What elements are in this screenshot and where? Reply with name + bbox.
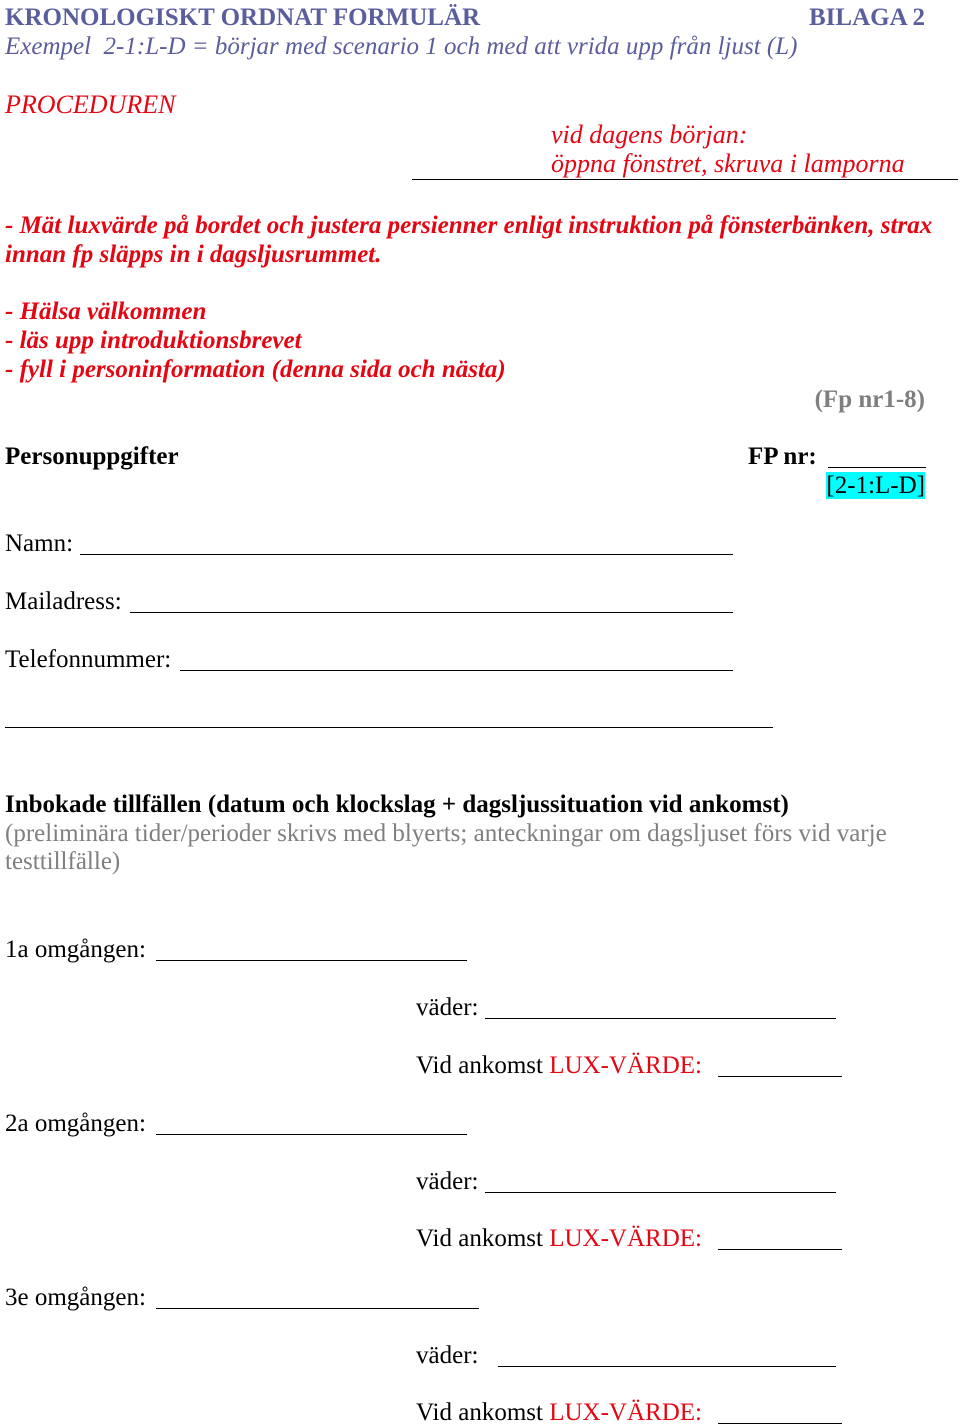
lux-value-label: LUX-VÄRDE: — [549, 1052, 702, 1079]
arrival-lux-line — [416, 1398, 702, 1427]
round-date-blank — [156, 1134, 467, 1135]
name-label: Namn: — [5, 530, 74, 557]
bookings-note-line: testtillfälle) — [5, 848, 121, 875]
form-header — [5, 3, 925, 32]
procedure-step: - fyll i personinformation (denna sida och nästa) — [5, 356, 506, 383]
phone-blank — [180, 670, 733, 671]
form-title: KRONOLOGISKT ORDNAT FORMULÄR — [5, 4, 481, 31]
weather-blank — [498, 1366, 836, 1367]
arrival-prefix: Vid ankomst — [416, 1052, 543, 1079]
lux-value-label: LUX-VÄRDE: — [549, 1399, 702, 1426]
bookings-heading: Inbokade tillfällen (datum och klockslag + dagsljussituation vid ankomst) — [5, 791, 789, 818]
personal-info-heading: Personuppgifter — [5, 443, 179, 470]
round-label: 2a omgången: — [5, 1110, 146, 1137]
fp-number-blank — [828, 467, 926, 468]
appendix-label: BILAGA 2 — [808, 4, 925, 31]
weather-blank — [485, 1192, 836, 1193]
lux-value-blank — [718, 1423, 842, 1424]
measure-instruction-line: - Mät luxvärde på bordet och justera persienner enligt instruktion på fönsterbänken, strax — [5, 212, 933, 239]
email-blank — [130, 612, 733, 613]
lux-value-label: LUX-VÄRDE: — [549, 1225, 702, 1252]
phone-label: Telefonnummer: — [5, 646, 172, 673]
example-description: Exempel 2-1:L-D = börjar med scenario 1 och med att vrida upp från ljust (L) — [5, 33, 798, 60]
arrival-lux-line — [416, 1051, 702, 1080]
round-label: 3e omgången: — [5, 1284, 146, 1311]
separator-line — [5, 727, 773, 728]
fp-code-text: [2-1:L-D] — [826, 472, 925, 499]
day-start-action: öppna fönstret, skruva i lamporna — [551, 149, 905, 178]
procedure-step: - läs upp introduktionsbrevet — [5, 327, 302, 354]
day-start-rule — [412, 179, 958, 180]
lux-value-blank — [718, 1249, 842, 1250]
procedure-heading: PROCEDUREN — [5, 90, 176, 119]
email-label: Mailadress: — [5, 588, 122, 615]
round-date-blank — [156, 960, 467, 961]
name-blank — [80, 554, 733, 555]
procedure-step: - Hälsa välkommen — [5, 298, 207, 325]
weather-label: väder: — [416, 1342, 479, 1369]
weather-blank — [485, 1018, 836, 1019]
fp-code-badge — [826, 471, 925, 500]
arrival-prefix: Vid ankomst — [416, 1399, 543, 1426]
weather-label: väder: — [416, 994, 479, 1021]
bookings-note-line: (preliminära tider/perioder skrivs med blyerts; anteckningar om dagsljuset förs vid varje — [5, 820, 887, 847]
arrival-lux-line — [416, 1224, 702, 1253]
fp-range-note: (Fp nr1-8) — [814, 386, 925, 413]
day-start-label: vid dagens början: — [551, 120, 748, 149]
round-label: 1a omgången: — [5, 936, 146, 963]
lux-value-blank — [718, 1076, 842, 1077]
arrival-prefix: Vid ankomst — [416, 1225, 543, 1252]
weather-label: väder: — [416, 1168, 479, 1195]
measure-instruction-line: innan fp släpps in i dagsljusrummet. — [5, 241, 382, 268]
fp-number-label: FP nr: — [748, 443, 817, 470]
round-date-blank — [156, 1308, 479, 1309]
